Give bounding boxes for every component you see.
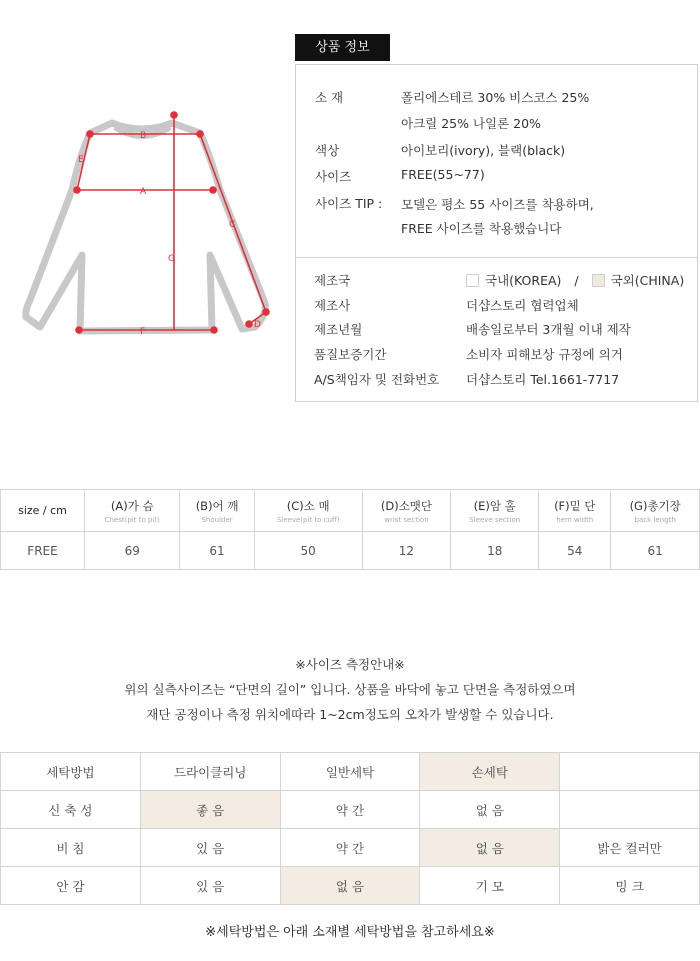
notice-line-1: 위의 실측사이즈는 “단면의 길이” 입니다. 상품을 바닥에 놓고 단면을 측정하였으며 (124, 682, 576, 697)
size-diagram (20, 105, 290, 355)
wash-cell: 일반세탁 (280, 753, 420, 791)
measure-point (171, 112, 177, 118)
maker-value: 더샵스토리 협력업체 (466, 298, 579, 313)
notice-line-2: 재단 공정이나 측정 위치에따라 1~2cm정도의 오차가 발생할 수 있습니다. (146, 707, 554, 722)
color-label: 색상 (315, 143, 340, 158)
wash-table-row (1, 829, 700, 867)
size-table-row (1, 532, 700, 570)
wash-cell: 기 모 (420, 867, 560, 905)
size-value-sleeve: 50 (254, 532, 362, 570)
col-sub: back length (634, 515, 676, 524)
measure-point (246, 321, 252, 327)
wash-cell: 드라이클리닝 (140, 753, 280, 791)
wash-table-row (1, 867, 700, 905)
size-value-hem: 54 (539, 532, 611, 570)
size-value-length: 61 (611, 532, 700, 570)
color-value: 아이보리(ivory), 블랙(black) (401, 143, 566, 158)
col-name: (G)총기장 (629, 498, 681, 513)
wash-table-row (1, 791, 700, 829)
wash-cell: 있 음 (140, 867, 280, 905)
size-col-chest (85, 490, 180, 532)
material-line-2: 아크릴 25% 나일론 20% (401, 116, 541, 131)
country-separator: / (574, 273, 579, 288)
country-korea: 국내(KOREA) (485, 273, 562, 288)
col-name: (D)소맷단 (380, 498, 433, 513)
col-sub: wrist section (384, 515, 429, 524)
size-table-corner: size / cm (1, 490, 85, 532)
warranty-label: 품질보증기간 (314, 347, 387, 362)
size-value-shoulder: 61 (180, 532, 254, 570)
wash-row-label: 신 축 성 (1, 791, 141, 829)
col-name: (C)소 매 (286, 498, 330, 513)
material-label: 소 재 (315, 90, 344, 105)
notice-title: ※사이즈 측정안내※ (295, 657, 405, 672)
col-sub: Sleeve section (469, 515, 521, 524)
size-value-chest: 69 (85, 532, 180, 570)
as-label: A/S책임자 및 전화번호 (314, 372, 440, 387)
label-a: A (140, 187, 147, 197)
date-value: 배송일로부터 3개월 이내 제작 (466, 322, 631, 337)
product-info-title: 상품 정보 (295, 34, 390, 61)
size-col-wrist (362, 490, 451, 532)
size-table-header (1, 490, 700, 532)
maker-label: 제조사 (314, 298, 351, 313)
wash-cell: 좋 음 (140, 791, 280, 829)
size-col-length (611, 490, 700, 532)
label-f: F (140, 327, 146, 337)
measure-point (263, 309, 269, 315)
size-col-armhole (451, 490, 539, 532)
size-value-wrist: 12 (362, 532, 451, 570)
checkbox-korea (466, 274, 479, 287)
size-tip-label: 사이즈 TIP : (315, 196, 383, 211)
label-e: E (78, 155, 84, 165)
measure-point (87, 131, 93, 137)
col-name: (A)가 슴 (110, 498, 154, 513)
col-name: (E)암 홀 (473, 498, 516, 513)
wash-table (0, 752, 700, 905)
size-value-armhole: 18 (451, 532, 539, 570)
wash-cell: 없 음 (420, 829, 560, 867)
wash-cell: 없 음 (420, 791, 560, 829)
wash-cell: 없 음 (280, 867, 420, 905)
measure-point (76, 327, 82, 333)
label-b: B (140, 131, 147, 141)
size-value: FREE(55~77) (401, 167, 485, 182)
size-table (0, 489, 700, 570)
warranty-value: 소비자 피해보상 규정에 의거 (466, 347, 623, 362)
wash-cell (560, 791, 700, 829)
wash-row-label: 비 침 (1, 829, 141, 867)
country-options (466, 271, 684, 289)
country-label: 제조국 (314, 273, 351, 288)
col-name: (B)어 깨 (195, 498, 239, 513)
wash-row-label: 세탁방법 (1, 753, 141, 791)
col-sub: hem width (556, 515, 594, 524)
wash-row-label: 안 감 (1, 867, 141, 905)
wash-cell: 약 간 (280, 791, 420, 829)
size-col-shoulder (180, 490, 254, 532)
wash-cell: 밝은 컬러만 (560, 829, 700, 867)
size-row-label: FREE (1, 532, 85, 570)
wash-table-body (1, 753, 700, 905)
size-col-sleeve (254, 490, 362, 532)
product-info-box (295, 64, 698, 402)
as-value: 더샵스토리 Tel.1661-7717 (466, 372, 620, 387)
country-china: 국외(CHINA) (610, 273, 685, 288)
label-d: D (254, 320, 261, 330)
col-sub: Sleeve(pit to cuff) (276, 515, 340, 524)
size-tip-line-2: FREE 사이즈를 착용했습니다 (401, 221, 562, 236)
measure-point (197, 131, 203, 137)
wash-cell: 밍 크 (560, 867, 700, 905)
checkbox-china-checked (592, 274, 605, 287)
size-col-hem (539, 490, 611, 532)
date-label: 제조년월 (314, 322, 363, 337)
info-divider (296, 257, 697, 258)
size-tip-line-1: 모델은 평소 55 사이즈를 착용하며, (401, 197, 594, 212)
label-c: C (229, 220, 236, 230)
wash-cell: 손세탁 (420, 753, 560, 791)
wash-note: ※세탁방법은 아래 소재별 세탁방법을 참고하세요※ (205, 925, 495, 940)
wash-cell: 약 간 (280, 829, 420, 867)
wash-table-row (1, 753, 700, 791)
wash-cell (560, 753, 700, 791)
col-name: (F)밑 단 (554, 498, 596, 513)
measure-point (211, 327, 217, 333)
col-sub: Shoulder (201, 515, 233, 524)
size-label: 사이즈 (315, 169, 352, 184)
wash-cell: 있 음 (140, 829, 280, 867)
material-line-1: 폴리에스테르 30% 비스코스 25% (401, 90, 590, 105)
measure-point (210, 187, 216, 193)
sweater-diagram-svg (20, 105, 290, 355)
label-g: G (168, 254, 175, 264)
col-sub: Chest(pit to pit) (104, 515, 160, 524)
measure-point (74, 187, 80, 193)
